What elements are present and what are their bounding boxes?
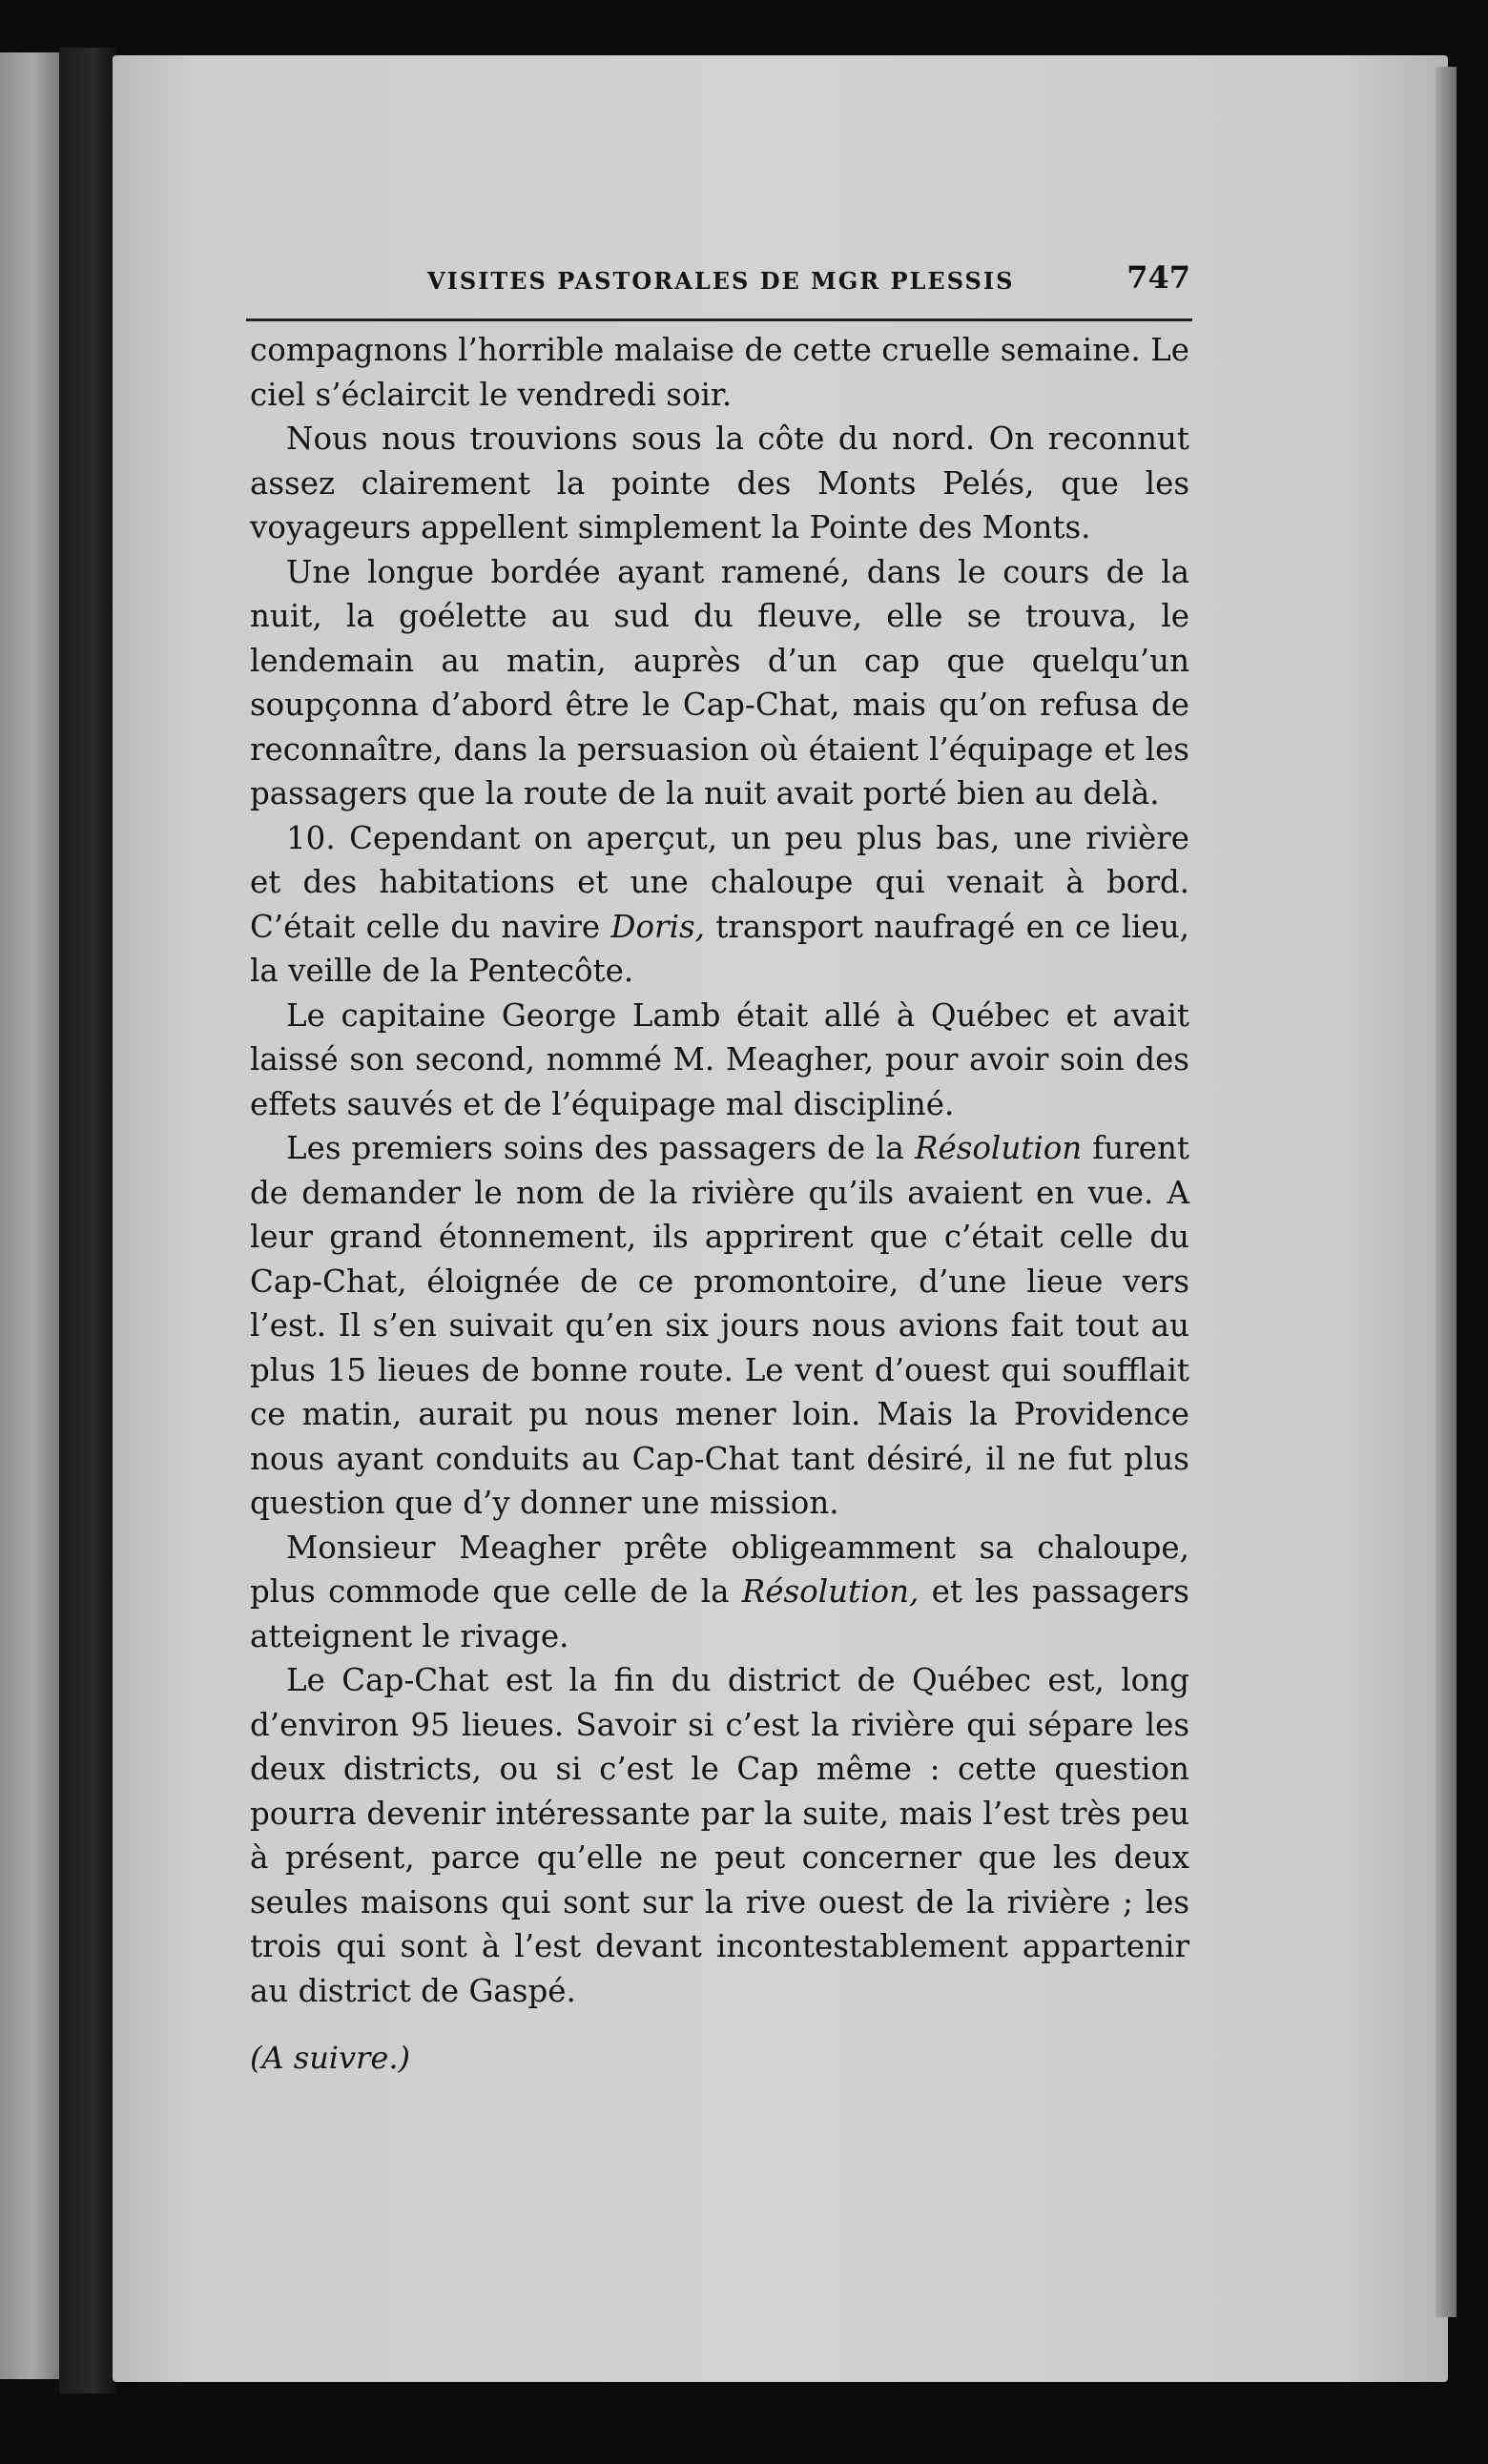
header-rule xyxy=(246,318,1192,321)
paragraph-3 xyxy=(250,550,1189,816)
paragraph-8 xyxy=(250,1658,1189,2013)
ship-name-resolution: Résolution xyxy=(914,1130,1083,1166)
text-run: Monsieur Meagher prête obligeamment sa chaloupe, plus commode que celle de la xyxy=(250,1529,1189,1610)
body-text xyxy=(250,328,1189,2081)
to-be-continued: (A suivre.) xyxy=(250,2040,410,2076)
page-edge-shadow xyxy=(1436,67,1457,2317)
text-run: Le Cap-Chat est la fin du district de Québec est, long d’environ 95 lieues. Savoir si c’est la rivière qui sépare les deux districts, ou si c’est le Cap même : cette question pourra devenir intéressante par la suite, mais l’est très peu à présent, parce qu’elle ne peut concerner que les deux seules maisons qui sont sur la rive ouest de la rivière ; les trois qui sont à l’est devant incontestablement appartenir au district de Gaspé. xyxy=(250,1662,1189,2009)
previous-page-edge xyxy=(0,52,59,2379)
book-gutter xyxy=(59,48,116,2393)
paragraph-1 xyxy=(250,328,1189,417)
paragraph-6 xyxy=(250,1126,1189,1526)
text-run: 10. Cependant on aperçut, un peu plus bas, une rivière et des habitations et une chaloupe qui venait à bord. C’était celle du navire xyxy=(250,819,1189,945)
text-run: transport naufragé en ce lieu, la veille de la Pentecôte. xyxy=(250,908,1189,989)
page-number: 747 xyxy=(1126,259,1190,296)
paragraph-7 xyxy=(250,1526,1189,1659)
text-run: furent de demander le nom de la rivière qu’ils avaient en vue. A leur grand étonnement, ils apprirent que c’était celle du Cap-Chat, éloignée de ce promontoire, d’une lieue vers l’est. Il s’en suivait qu’en six jours nous avions fait tout au plus 15 lieues de bonne route. Le vent d’ouest qui soufflait ce matin, aurait pu nous mener loin. Mais la Providence nous ayant conduits au Cap-Chat tant désiré, il ne fut plus question que d’y donner une mission. xyxy=(250,1130,1189,1521)
text-run: et les passagers atteignent le rivage. xyxy=(250,1573,1189,1654)
ship-name-doris: Doris, xyxy=(610,908,705,945)
text-run: Les premiers soins des passagers de la xyxy=(286,1130,915,1166)
paragraph-4 xyxy=(250,816,1189,994)
paragraph-5 xyxy=(250,994,1189,1127)
text-run: Nous nous trouvions sous la côte du nord. On reconnut assez clairement la pointe des Monts Pelés, que les voyageurs appellent simplement la Pointe des Monts. xyxy=(250,421,1189,545)
text-run: Le capitaine George Lamb était allé à Québec et avait laissé son second, nommé M. Meagher, pour avoir soin des effets sauvés et de l’équipage mal discipliné. xyxy=(250,996,1189,1122)
text-run: compagnons l’horrible malaise de cette cruelle semaine. Le ciel s’éclaircit le vendredi soir. xyxy=(250,332,1189,413)
text-run: Une longue bordée ayant ramené, dans le cours de la nuit, la goélette au sud du fleuve, elle se trouva, le lendemain au matin, auprès d’un cap que quelqu’un soupçonna d’abord être le Cap-Chat, mais qu’on refusa de reconnaître, dans la persuasion où étaient l’équipage et les passagers que la route de la nuit avait porté bien au delà. xyxy=(250,553,1189,811)
page-header xyxy=(246,257,1190,305)
paragraph-2 xyxy=(250,417,1189,550)
running-head: VISITES PASTORALES DE MGR PLESSIS xyxy=(427,267,1015,295)
ship-name-resolution: Résolution, xyxy=(741,1573,920,1610)
